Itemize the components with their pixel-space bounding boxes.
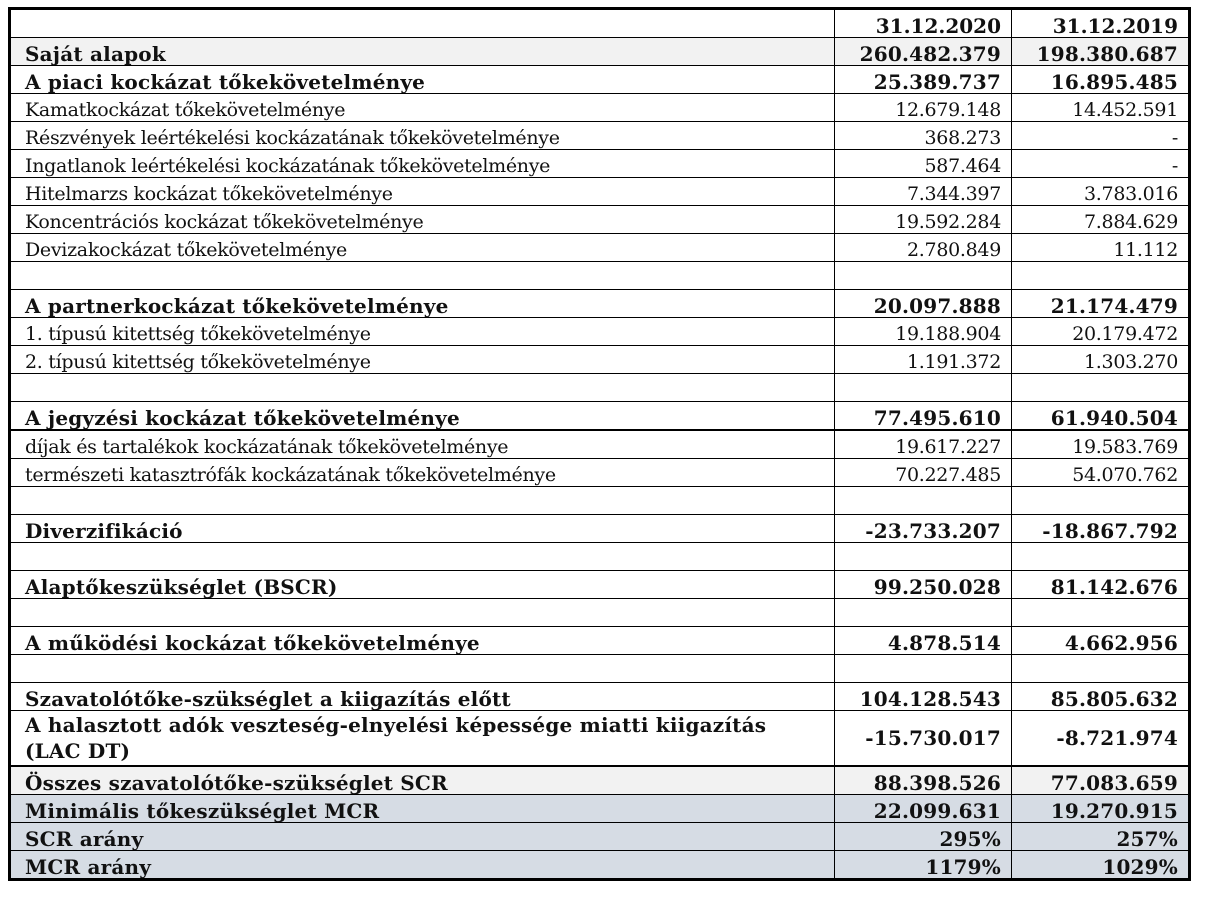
- value-2020: 88.398.526: [835, 766, 1012, 795]
- value-2019: 14.452.591: [1012, 94, 1190, 122]
- value-2019: 11.112: [1012, 234, 1190, 262]
- value-2020: -23.733.207: [835, 515, 1012, 543]
- value-2020: 587.464: [835, 150, 1012, 178]
- value-2020: 19.617.227: [835, 430, 1012, 459]
- row-label: A jegyzési kockázat tőkekövetelménye: [10, 402, 835, 431]
- value-2020: 25.389.737: [835, 66, 1012, 94]
- value-2019: 7.884.629: [1012, 206, 1190, 234]
- value-2019: 1029%: [1012, 851, 1190, 880]
- row-type1-exposure: [10, 318, 1190, 346]
- value-2019: 54.070.762: [1012, 459, 1190, 487]
- row-label: Kamatkockázat tőkekövetelménye: [10, 94, 835, 122]
- row-label: A halasztott adók veszteség-elnyelési képessége miatti kiigazítás (LAC DT): [10, 711, 835, 767]
- value-2020: 7.344.397: [835, 178, 1012, 206]
- value-2020: 19.188.904: [835, 318, 1012, 346]
- row-market-risk: [10, 66, 1190, 94]
- value-2019: [1012, 599, 1190, 627]
- value-2019: 3.783.016: [1012, 178, 1190, 206]
- value-2019: 77.083.659: [1012, 766, 1190, 795]
- spacer-row: [10, 487, 1190, 515]
- value-2020: 22.099.631: [835, 795, 1012, 823]
- value-2019: 61.940.504: [1012, 402, 1190, 431]
- row-label: Diverzifikáció: [10, 515, 835, 543]
- row-spread-risk: [10, 178, 1190, 206]
- value-2019: -18.867.792: [1012, 515, 1190, 543]
- row-label: Minimális tőkeszükséglet MCR: [10, 795, 835, 823]
- header-label: [10, 9, 835, 38]
- row-label: Devizakockázat tőkekövetelménye: [10, 234, 835, 262]
- header-row: [10, 9, 1190, 38]
- row-label: Alaptőkeszükséglet (BSCR): [10, 571, 835, 599]
- row-currency-risk: [10, 234, 1190, 262]
- row-label: Ingatlanok leértékelési kockázatának tőkekövetelménye: [10, 150, 835, 178]
- row-label: Saját alapok: [10, 38, 835, 66]
- row-interest-rate-risk: [10, 94, 1190, 122]
- value-2019: -: [1012, 122, 1190, 150]
- row-label: Részvények leértékelési kockázatának tőkekövetelménye: [10, 122, 835, 150]
- header-2020: 31.12.2020: [835, 9, 1012, 38]
- row-label: [10, 655, 835, 683]
- row-label: Összes szavatolótőke-szükséglet SCR: [10, 766, 835, 795]
- value-2020: [835, 543, 1012, 571]
- row-label: Szavatolótőke-szükséglet a kiigazítás előtt: [10, 683, 835, 711]
- row-label: Hitelmarzs kockázat tőkekövetelménye: [10, 178, 835, 206]
- row-counterparty-risk: [10, 290, 1190, 318]
- row-diversification: [10, 515, 1190, 543]
- value-2019: 19.583.769: [1012, 430, 1190, 459]
- value-2020: 99.250.028: [835, 571, 1012, 599]
- row-scr-before-adjustment: [10, 683, 1190, 711]
- spacer-row: [10, 543, 1190, 571]
- row-equity-risk: [10, 122, 1190, 150]
- row-label: [10, 543, 835, 571]
- row-mcr: [10, 795, 1190, 823]
- value-2020: [835, 655, 1012, 683]
- value-2019: 198.380.687: [1012, 38, 1190, 66]
- row-lac-dt: [10, 711, 1190, 767]
- row-underwriting-risk: [10, 402, 1190, 431]
- spacer-row: [10, 655, 1190, 683]
- value-2020: 12.679.148: [835, 94, 1012, 122]
- value-2019: 20.179.472: [1012, 318, 1190, 346]
- value-2020: 19.592.284: [835, 206, 1012, 234]
- spacer-row: [10, 374, 1190, 402]
- value-2020: 295%: [835, 823, 1012, 851]
- value-2020: -15.730.017: [835, 711, 1012, 767]
- row-label: [10, 374, 835, 402]
- row-label: [10, 262, 835, 290]
- spacer-row: [10, 599, 1190, 627]
- row-label: MCR arány: [10, 851, 835, 880]
- row-bscr: [10, 571, 1190, 599]
- row-type2-exposure: [10, 346, 1190, 374]
- row-own-funds: [10, 38, 1190, 66]
- value-2019: [1012, 487, 1190, 515]
- value-2020: [835, 599, 1012, 627]
- value-2020: 2.780.849: [835, 234, 1012, 262]
- row-label: 1. típusú kitettség tőkekövetelménye: [10, 318, 835, 346]
- row-label: A működési kockázat tőkekövetelménye: [10, 627, 835, 655]
- row-label: A partnerkockázat tőkekövetelménye: [10, 290, 835, 318]
- row-label: [10, 487, 835, 515]
- row-label: díjak és tartalékok kockázatának tőkekövetelménye: [10, 430, 835, 459]
- value-2020: [835, 262, 1012, 290]
- value-2020: 260.482.379: [835, 38, 1012, 66]
- value-2020: 70.227.485: [835, 459, 1012, 487]
- value-2020: [835, 487, 1012, 515]
- value-2019: [1012, 543, 1190, 571]
- value-2020: 77.495.610: [835, 402, 1012, 431]
- value-2020: [835, 374, 1012, 402]
- value-2019: [1012, 374, 1190, 402]
- row-label: A piaci kockázat tőkekövetelménye: [10, 66, 835, 94]
- value-2020: 104.128.543: [835, 683, 1012, 711]
- value-2019: [1012, 262, 1190, 290]
- row-catastrophe-risk: [10, 459, 1190, 487]
- row-label: Koncentrációs kockázat tőkekövetelménye: [10, 206, 835, 234]
- value-2019: 19.270.915: [1012, 795, 1190, 823]
- value-2019: 81.142.676: [1012, 571, 1190, 599]
- value-2019: 16.895.485: [1012, 66, 1190, 94]
- value-2019: 1.303.270: [1012, 346, 1190, 374]
- row-label: SCR arány: [10, 823, 835, 851]
- row-scr-ratio: [10, 823, 1190, 851]
- solvency-capital-table: [8, 7, 1191, 881]
- row-premium-reserve-risk: [10, 430, 1190, 459]
- row-mcr-ratio: [10, 851, 1190, 880]
- value-2020: 1.191.372: [835, 346, 1012, 374]
- spacer-row: [10, 262, 1190, 290]
- value-2020: 20.097.888: [835, 290, 1012, 318]
- row-total-scr: [10, 766, 1190, 795]
- row-property-risk: [10, 150, 1190, 178]
- header-2019: 31.12.2019: [1012, 9, 1190, 38]
- value-2019: 85.805.632: [1012, 683, 1190, 711]
- value-2019: [1012, 655, 1190, 683]
- value-2020: 368.273: [835, 122, 1012, 150]
- row-operational-risk: [10, 627, 1190, 655]
- row-label: [10, 599, 835, 627]
- value-2019: -: [1012, 150, 1190, 178]
- value-2019: 4.662.956: [1012, 627, 1190, 655]
- row-label: 2. típusú kitettség tőkekövetelménye: [10, 346, 835, 374]
- value-2020: 4.878.514: [835, 627, 1012, 655]
- value-2020: 1179%: [835, 851, 1012, 880]
- value-2019: 257%: [1012, 823, 1190, 851]
- value-2019: 21.174.479: [1012, 290, 1190, 318]
- value-2019: -8.721.974: [1012, 711, 1190, 767]
- row-concentration-risk: [10, 206, 1190, 234]
- row-label: természeti katasztrófák kockázatának tőkekövetelménye: [10, 459, 835, 487]
